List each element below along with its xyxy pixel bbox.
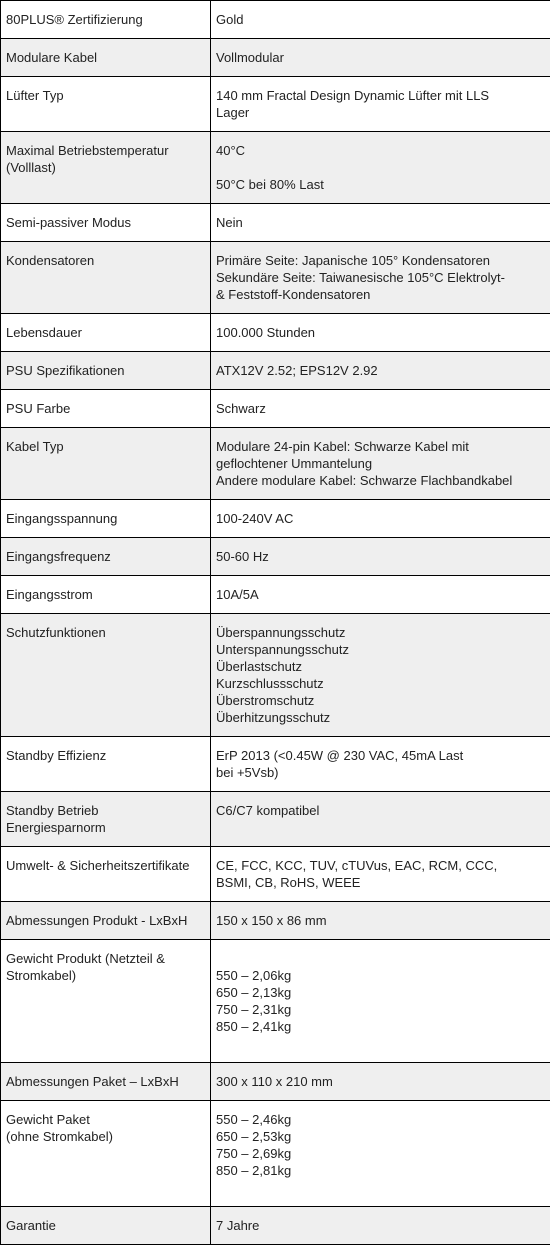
spec-label-line: Standby Effizienz <box>6 748 107 763</box>
spec-table-body <box>1 1 550 1245</box>
spec-label-line: Umwelt- & Sicherheitszertifikate <box>6 858 190 873</box>
spec-value-cell <box>211 576 550 614</box>
spec-value-cell <box>211 1101 550 1207</box>
spec-value-line: Schwarz <box>216 401 266 416</box>
spec-label-line: PSU Farbe <box>6 401 71 416</box>
spec-value-cell <box>211 77 550 132</box>
spec-label-line: (ohne Stromkabel) <box>6 1129 113 1144</box>
table-row <box>1 352 550 390</box>
spec-label-cell <box>1 576 211 614</box>
spec-value-line: Lager <box>216 105 250 120</box>
spec-label-line: Semi-passiver Modus <box>6 215 131 230</box>
spec-value-cell <box>211 737 550 792</box>
table-row <box>1 132 550 204</box>
spec-value-line: bei +5Vsb) <box>216 765 279 780</box>
table-row <box>1 204 550 242</box>
spec-label-line: Lüfter Typ <box>6 88 64 103</box>
spec-label-cell <box>1 204 211 242</box>
spec-value-cell <box>211 1063 550 1101</box>
spec-value-line: Primäre Seite: Japanische 105° Kondensatoren <box>216 253 491 268</box>
spec-value-line: 10A/5A <box>216 587 259 602</box>
spec-value-cell <box>211 390 550 428</box>
spec-label-cell <box>1 428 211 500</box>
table-row <box>1 1063 550 1101</box>
spec-label-cell <box>1 737 211 792</box>
spec-value-line: Sekundäre Seite: Taiwanesische 105°C Elektrolyt- <box>216 270 505 285</box>
spec-label-cell <box>1 132 211 204</box>
spacer-line <box>216 159 545 176</box>
table-row <box>1 1 550 39</box>
spec-label-cell <box>1 77 211 132</box>
spec-value-cell <box>211 902 550 940</box>
spec-label-cell <box>1 940 211 1063</box>
spec-value-cell <box>211 314 550 352</box>
spec-value-cell <box>211 500 550 538</box>
spec-value-cell <box>211 428 550 500</box>
spec-label-line: (Volllast) <box>6 160 56 175</box>
table-row <box>1 792 550 847</box>
spec-label-cell <box>1 1207 211 1245</box>
table-row <box>1 538 550 576</box>
spec-label-cell <box>1 538 211 576</box>
spacer-line <box>216 950 545 967</box>
spec-label-line: Lebensdauer <box>6 325 82 340</box>
table-row <box>1 902 550 940</box>
spec-label-line: Modulare Kabel <box>6 50 98 65</box>
spec-label-line: Garantie <box>6 1218 56 1233</box>
spec-label-cell <box>1 352 211 390</box>
spec-label-line: Stromkabel) <box>6 968 77 983</box>
spec-value-line: Modulare 24-pin Kabel: Schwarze Kabel mit <box>216 439 469 454</box>
spec-value-cell <box>211 204 550 242</box>
spec-value-line: 550 – 2,46kg <box>216 1112 292 1127</box>
spec-label-line: PSU Spezifikationen <box>6 363 125 378</box>
spec-label-line: Eingangsfrequenz <box>6 549 111 564</box>
spec-value-line: ErP 2013 (<0.45W @ 230 VAC, 45mA Last <box>216 748 464 763</box>
spec-value-line: & Feststoff-Kondensatoren <box>216 287 371 302</box>
spec-label-cell <box>1 847 211 902</box>
spec-label-cell <box>1 39 211 77</box>
spec-label-cell <box>1 1101 211 1207</box>
spec-label-line: 80PLUS® Zertifizierung <box>6 12 143 27</box>
table-row <box>1 940 550 1063</box>
spec-label-cell <box>1 792 211 847</box>
spec-value-cell <box>211 39 550 77</box>
spec-value-line: Nein <box>216 215 243 230</box>
spec-label-cell <box>1 500 211 538</box>
spec-label-line: Kondensatoren <box>6 253 95 268</box>
spec-label-cell <box>1 314 211 352</box>
spec-value-line: Vollmodular <box>216 50 284 65</box>
spec-label-line: Schutzfunktionen <box>6 625 106 640</box>
spec-value-line: 100-240V AC <box>216 511 294 526</box>
spec-value-line: 50-60 Hz <box>216 549 269 564</box>
spec-value-line: 750 – 2,69kg <box>216 1146 292 1161</box>
spec-label-line: Maximal Betriebstemperatur <box>6 143 169 158</box>
spec-value-cell <box>211 242 550 314</box>
table-row <box>1 614 550 737</box>
spec-value-cell <box>211 1207 550 1245</box>
spec-value-cell <box>211 792 550 847</box>
spec-value-line: 100.000 Stunden <box>216 325 316 340</box>
spec-value-line: 140 mm Fractal Design Dynamic Lüfter mit LLS <box>216 88 490 103</box>
spec-label-cell <box>1 902 211 940</box>
spec-value-line: 300 x 110 x 210 mm <box>216 1074 333 1089</box>
spec-value-line: BSMI, CB, RoHS, WEEE <box>216 875 361 890</box>
spec-label-line: Eingangsstrom <box>6 587 93 602</box>
spec-value-cell <box>211 132 550 204</box>
spec-value-line: 7 Jahre <box>216 1218 260 1233</box>
spec-label-cell <box>1 614 211 737</box>
spec-label-cell <box>1 242 211 314</box>
table-row <box>1 390 550 428</box>
spec-value-cell <box>211 352 550 390</box>
spec-label-cell <box>1 1063 211 1101</box>
table-row <box>1 847 550 902</box>
spec-value-cell <box>211 1 550 39</box>
spec-value-line: Überstromschutz <box>216 693 315 708</box>
spec-value-line: Unterspannungsschutz <box>216 642 349 657</box>
spec-label-line: Kabel Typ <box>6 439 64 454</box>
table-row <box>1 39 550 77</box>
spec-value-line: Überhitzungsschutz <box>216 710 331 725</box>
spec-label-cell <box>1 1 211 39</box>
spec-value-line: 650 – 2,13kg <box>216 985 292 1000</box>
spec-value-line: 150 x 150 x 86 mm <box>216 913 327 928</box>
spec-value-line: geflochtener Ummantelung <box>216 456 373 471</box>
table-row <box>1 428 550 500</box>
spec-value-cell <box>211 847 550 902</box>
table-row <box>1 1101 550 1207</box>
spec-label-line: Abmessungen Paket – LxBxH <box>6 1074 179 1089</box>
spec-value-line: Kurzschlussschutz <box>216 676 324 691</box>
spec-label-line: Standby Betrieb <box>6 803 99 818</box>
table-row <box>1 242 550 314</box>
spec-value-cell <box>211 940 550 1063</box>
spec-label-line: Abmessungen Produkt - LxBxH <box>6 913 188 928</box>
spec-value-line: 40°C <box>216 143 246 158</box>
spec-value-cell <box>211 538 550 576</box>
spec-value-line: 650 – 2,53kg <box>216 1129 292 1144</box>
table-row <box>1 576 550 614</box>
table-row <box>1 314 550 352</box>
spec-value-line: 750 – 2,31kg <box>216 1002 292 1017</box>
spec-label-line: Gewicht Produkt (Netzteil & <box>6 951 165 966</box>
spec-value-line: Andere modulare Kabel: Schwarze Flachbandkabel <box>216 473 513 488</box>
spec-value-line: 50°C bei 80% Last <box>216 177 324 192</box>
spec-value-line: ATX12V 2.52; EPS12V 2.92 <box>216 363 378 378</box>
spec-value-line: 850 – 2,81kg <box>216 1163 292 1178</box>
spec-value-line: 850 – 2,41kg <box>216 1019 292 1034</box>
spec-value-line: C6/C7 kompatibel <box>216 803 320 818</box>
spec-label-cell <box>1 390 211 428</box>
table-row <box>1 77 550 132</box>
table-row <box>1 1207 550 1245</box>
spec-value-line: Überspannungsschutz <box>216 625 346 640</box>
spec-value-cell <box>211 614 550 737</box>
spec-label-line: Eingangsspannung <box>6 511 118 526</box>
spec-label-line: Gewicht Paket <box>6 1112 90 1127</box>
spec-value-line: Gold <box>216 12 244 27</box>
spec-value-line: CE, FCC, KCC, TUV, cTUVus, EAC, RCM, CCC, <box>216 858 498 873</box>
table-row <box>1 737 550 792</box>
spec-value-line: 550 – 2,06kg <box>216 968 292 983</box>
spec-value-line: Überlastschutz <box>216 659 302 674</box>
table-row <box>1 500 550 538</box>
spec-label-line: Energiesparnorm <box>6 820 106 835</box>
